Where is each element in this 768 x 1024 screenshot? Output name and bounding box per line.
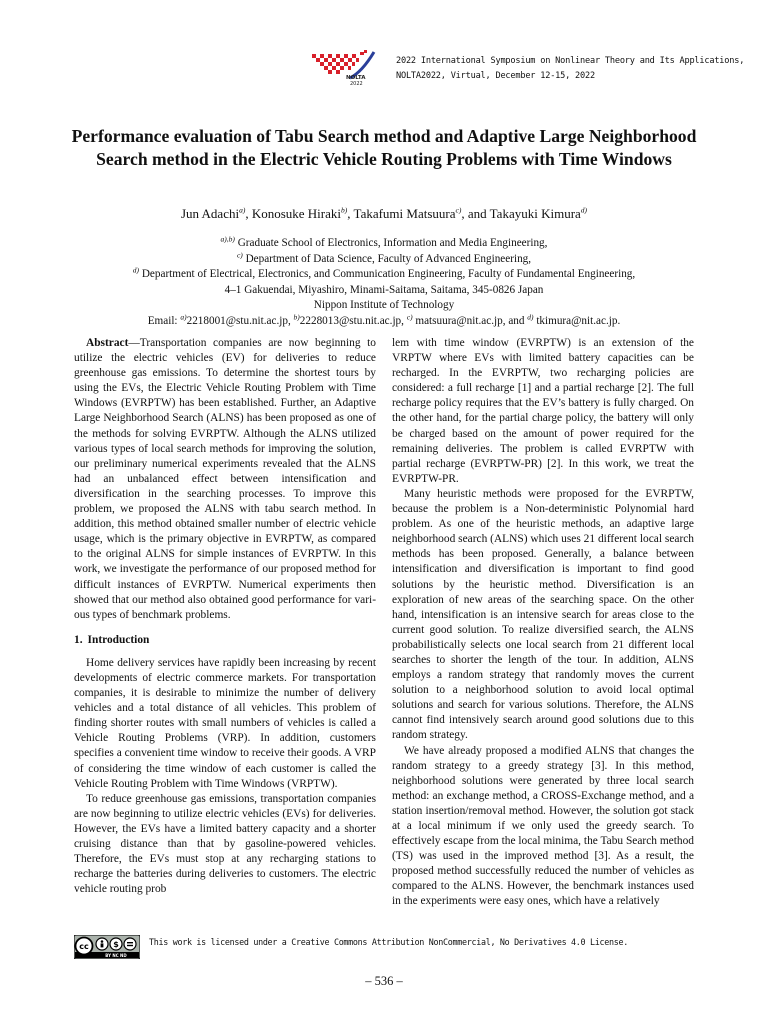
- author-mark: a): [239, 205, 246, 215]
- symposium-line-1: 2022 International Symposium on Nonlinear Theory and Its Applications,: [396, 56, 745, 66]
- affiliation-text: Department of Electrical, Electronics, and Communication Engineering, Faculty of Fundamental Engineering,: [139, 268, 636, 281]
- affiliation-line: [40, 249, 728, 268]
- address-line: 4–1 Gakuendai, Miyashiro, Minami-Saitama, Saitama, 345-0826 Japan: [224, 283, 544, 296]
- author-name: Takayuki Kimura: [489, 206, 581, 221]
- license-notice: [74, 935, 694, 961]
- author-separator: , and: [461, 206, 490, 221]
- license-text: This work is licensed under a Creative Commons Attribution NonCommercial, No Derivatives 4.0 License.: [149, 937, 628, 947]
- logo-text: NOLTA: [346, 75, 366, 81]
- nd-icon: [124, 938, 136, 950]
- section-title: Introduction: [87, 633, 150, 646]
- email-mark: a): [180, 312, 187, 322]
- body-paragraph: Many heuristic methods were proposed for the EVRPTW, because the problem is a Non-deterministic Polynomial hard problem. As one of the heuristic methods, an adaptive large neighborhood search (ALNS) which uses 21 different local search methods has been proposed. Generally, a balance between intensification and diversification is important to find good solutions by the heuristic method. Diversification is an exploration of new areas of the searching space. On the other hand, intensification is an intensive search for areas close to the current good solution. To realize diversified search, the ALNS probabilistically selects one local search from 21 different local searches to shorter the length of the tour. In addition, ALNS employs a random strategy that randomly moves the current solution to a neighborhood solution to avoid local optimal solutions and search for various solutions. Therefore, the ALNS cannot find intensively search around good solutions due to this random strategy.: [392, 487, 694, 742]
- author-list: [40, 205, 728, 223]
- left-column: [74, 336, 376, 897]
- section-heading-introduction: [74, 633, 376, 648]
- email-mark: b): [293, 312, 300, 322]
- email-line: [40, 314, 728, 330]
- affiliation-mark: c): [236, 249, 243, 259]
- affiliation-line: [40, 267, 728, 283]
- institution-line: Nippon Institute of Technology: [313, 299, 455, 312]
- author-mark: d): [580, 205, 588, 215]
- author-separator: ,: [347, 206, 354, 221]
- email-address: tkimura@nit.ac.jp.: [533, 314, 621, 327]
- affiliation-text: Department of Data Science, Faculty of Advanced Engineering,: [242, 252, 532, 265]
- intro-paragraph: To reduce greenhouse gas emissions, transportation companies are now beginning to utilize electric vehicles (EVs) for deliveries. However, the EVs have a limited battery capacity and a shorter cruising distance than that by gasoline-powered vehicles. Therefore, the EVs must stop at any recharging stations to recharge the batteries during deliveries to customers. The electric vehicle routing prob: [74, 792, 376, 896]
- affiliations: [40, 236, 728, 330]
- logo-year: 2022: [350, 81, 363, 87]
- creative-commons-badge[interactable]: [74, 935, 140, 959]
- author-name: Konosuke Hiraki: [251, 206, 342, 221]
- author-name: Takafumi Matsuura: [353, 206, 456, 221]
- svg-text:$: $: [113, 940, 119, 949]
- right-column: [392, 336, 694, 910]
- author-separator: ,: [245, 206, 252, 221]
- author-name: Jun Adachi: [180, 206, 240, 221]
- email-address: 2228013@stu.nit.ac.jp,: [299, 314, 407, 327]
- intro-paragraph: Home delivery services have rapidly been increasing by recent developments of electric commerce markets. For transportation companies, it is desirable to minimize the number of delivery vehicles and a total distance of all vehicles. This problem of finding shorter routes with small numbers of vehicles is called a Vehicle Routing Problems (VRP). In addition, customers specifies a convenient time window to receive their goods. A VRP of considering the time window of each customer is called the Vehicle Routing Problem with Time Windows (VRPTW).: [74, 656, 376, 790]
- email-mark: d): [527, 312, 534, 322]
- abstract-label: Abstract: [86, 337, 129, 349]
- author-mark: c): [455, 205, 462, 215]
- body-paragraph: lem with time window (EVRPTW) is an extension of the VRPTW where EVs with limited battery capacities can be recharged. In the EVRPTW, two recharging policies are considered: a full recharge [1] and a partial recharge [2]. The full recharge policy requires that the EV’s battery is fully charged. On the other hand, for the partial charge policy, the battery will only be charged based on the amount of power required for the remaining deliveries. The problem is called EVRPTW with partial recharge (EVRPTW-PR) [2]. In this work, we treat the EVRPTW-PR.: [392, 337, 694, 485]
- abstract-dash: —: [128, 337, 140, 349]
- page-number: – 536 –: [365, 974, 403, 988]
- symposium-header: [396, 54, 746, 84]
- symposium-line-2: NOLTA2022, Virtual, December 12-15, 2022: [396, 71, 595, 81]
- affiliation-line: [40, 236, 728, 252]
- abstract-text: Transportation companies are now beginning to utilize the electric vehicles (EV) for deliveries to reduce greenhouse gas emissions. To determine the shortest tours by using the EVs, the Electric Vehicle Routing Problem with Time Windows (EVRPTW) has been established. Further, an Adaptive Large Neighborhood Search (ALNS) has been proposed as one of the methods for solving EVRPTW. Although the ALNS utilized various types of local search methods for improving the solution, our preliminary numerical experiments revealed that the ALNS had an unbalanced effect between intensification and diversification in the searching processes. To improve this problem, we proposed the ALNS with tabu search method. In addition, this method obtained smaller number of electric vehicle usage, which is the primary objective in EVRPTW, as compared to the original ALNS for simple instances of EVRPTW. In this work, we investigate the performance of our proposed method for difficult instances of EVRPTW. Numerical experiments then showed that our method also obtained good performance for various types of benchmark problems.: [74, 337, 376, 621]
- paper-title: Performance evaluation of Tabu Search method and Adaptive Large Neighborhood Search method in the Electric Vehicle Routing Problems with Time Windows: [71, 126, 697, 169]
- abstract: [74, 336, 376, 623]
- cc-icon: cc: [79, 942, 89, 951]
- body-paragraph: We have already proposed a modified ALNS that changes the random strategy to a greedy strategy [3]. In this method, neighborhood solutions were generated by three local search method: an exchange method, a CROSS-Exchange method, and a station insertion/removal method. However, the solution got stack at a local minimum if we only used the greedy search. To effectively escape from the local minima, the Tabu Search method (TS) was used in the improved method [3]. As a result, the proposed method successfully reduced the number of vehicles as compared to the ALNS. However, the benchmark instances used in the experiments were easy ones, which have a relatively: [392, 744, 694, 908]
- section-number: 1.: [74, 633, 83, 646]
- license-badge-labels: BY NC ND: [105, 953, 127, 958]
- author-mark: b): [341, 205, 348, 215]
- email-label: Email:: [147, 314, 181, 327]
- affiliation-mark: d): [132, 265, 140, 275]
- email-mark: c): [406, 312, 413, 322]
- email-address: 2218001@stu.nit.ac.jp,: [186, 314, 294, 327]
- nolta-logo: [310, 48, 376, 88]
- email-address: matsuura@nit.ac.jp, and: [412, 314, 528, 327]
- affiliation-text: Graduate School of Electronics, Information and Media Engineering,: [234, 237, 548, 249]
- affiliation-mark: a),b): [220, 234, 235, 244]
